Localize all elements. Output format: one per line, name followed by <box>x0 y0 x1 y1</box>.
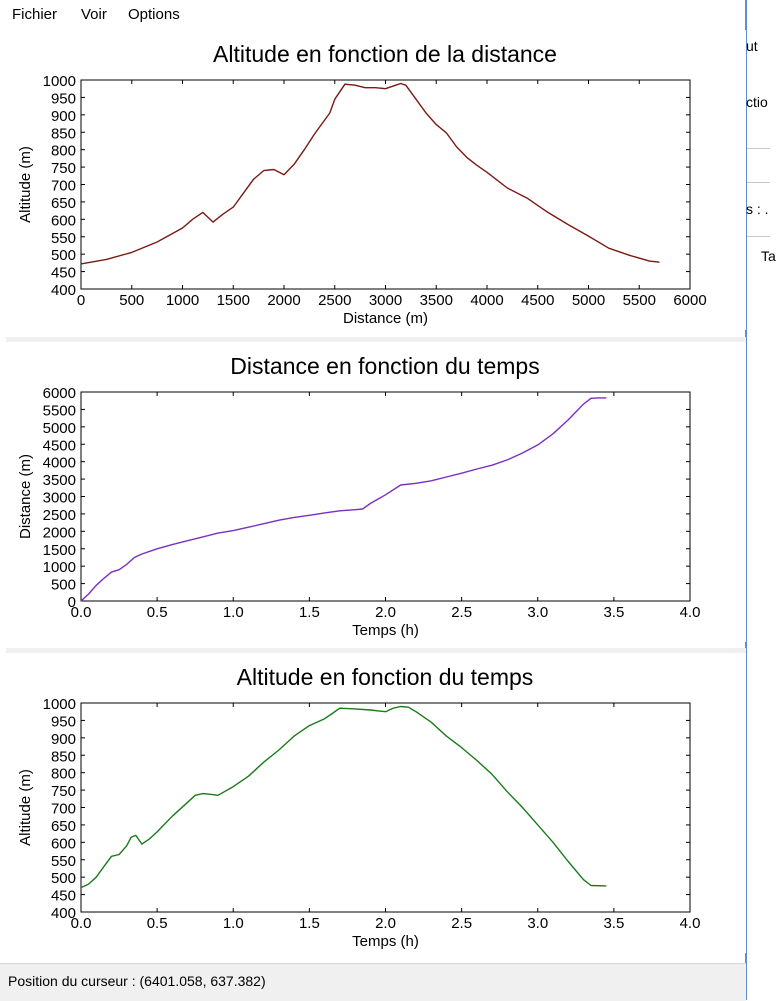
y-tick-label: 1000 <box>42 559 76 577</box>
x-tick-label: 2.5 <box>451 604 473 621</box>
y-tick-label: 500 <box>50 576 76 594</box>
background-window <box>746 0 776 1000</box>
x-tick-label: 3.5 <box>603 604 625 621</box>
y-tick-label: 900 <box>50 730 76 748</box>
y-axis-label: Distance (m) <box>17 453 34 540</box>
x-tick-label: 500 <box>119 292 145 309</box>
y-tick-label: 850 <box>50 125 76 143</box>
y-tick-label: 700 <box>50 177 76 195</box>
y-tick-label: 450 <box>50 887 76 905</box>
y-tick-label: 500 <box>50 247 76 265</box>
y-tick-label: 800 <box>50 765 76 783</box>
y-tick-label: 2000 <box>42 524 76 542</box>
x-axis-label: Distance (m) <box>342 310 429 327</box>
y-tick-label: 650 <box>50 194 76 212</box>
x-tick-label: 2.0 <box>375 915 396 932</box>
chart-distance-time[interactable] <box>6 342 746 642</box>
x-tick-label: 2.0 <box>375 604 396 621</box>
x-tick-label: 1.0 <box>222 604 244 621</box>
menu-options[interactable]: Options <box>128 6 180 23</box>
y-axis-label: Altitude (m) <box>17 146 34 223</box>
menu-fichier[interactable]: Fichier <box>12 6 58 23</box>
x-tick-label: 2500 <box>318 292 352 309</box>
y-tick-label: 3000 <box>42 489 76 507</box>
x-tick-label: 0.0 <box>70 915 92 932</box>
y-tick-label: 750 <box>50 783 76 801</box>
x-tick-label: 1.0 <box>222 915 244 932</box>
x-tick-label: 5000 <box>571 292 606 309</box>
bg-fragment-3: s : . <box>746 201 769 217</box>
x-tick-label: 3.0 <box>527 915 549 932</box>
bg-divider <box>747 182 770 183</box>
plot-area <box>81 703 690 912</box>
y-tick-label: 5000 <box>42 419 76 437</box>
y-axis-label: Altitude (m) <box>17 769 34 846</box>
chart-title: Altitude en fonction de la distance <box>213 41 557 67</box>
x-tick-label: 1.5 <box>298 915 320 932</box>
y-tick-label: 650 <box>50 817 76 835</box>
chart-altitude-distance[interactable] <box>6 30 746 330</box>
y-tick-label: 1000 <box>42 696 76 713</box>
y-tick-label: 4000 <box>42 454 76 472</box>
y-tick-label: 3500 <box>42 472 76 490</box>
y-tick-label: 1000 <box>42 73 76 90</box>
status-bar <box>0 963 746 1001</box>
x-tick-label: 6000 <box>673 292 707 309</box>
x-tick-label: 0.5 <box>146 604 168 621</box>
y-tick-label: 950 <box>50 90 76 108</box>
x-tick-label: 2000 <box>267 292 301 309</box>
y-tick-label: 5500 <box>42 402 76 420</box>
y-tick-label: 500 <box>50 870 76 888</box>
chart-panel-altitude-temps <box>6 653 746 953</box>
x-tick-label: 0.5 <box>146 915 168 932</box>
y-tick-label: 550 <box>50 229 76 247</box>
x-tick-label: 3500 <box>419 292 453 309</box>
y-tick-label: 1500 <box>42 541 76 559</box>
y-tick-label: 600 <box>50 835 76 853</box>
x-tick-label: 1.5 <box>298 604 320 621</box>
y-tick-label: 450 <box>50 264 76 282</box>
x-tick-label: 4.0 <box>679 915 701 932</box>
chart-panel-altitude-distance <box>6 30 746 330</box>
y-tick-label: 6000 <box>42 385 76 402</box>
bg-divider <box>747 148 770 149</box>
plot-area <box>81 392 690 601</box>
y-tick-label: 800 <box>50 142 76 160</box>
chart-altitude-time[interactable] <box>6 653 746 953</box>
y-tick-label: 550 <box>50 852 76 870</box>
y-tick-label: 400 <box>50 282 76 299</box>
cursor-position-text: Position du curseur : (6401.058, 637.382) <box>8 973 266 989</box>
y-tick-label: 600 <box>50 212 76 230</box>
bg-fragment-1: ut <box>746 38 758 54</box>
x-tick-label: 1000 <box>165 292 200 309</box>
chart-panel-distance-temps <box>6 342 746 642</box>
y-tick-label: 4500 <box>42 437 76 455</box>
x-tick-label: 0 <box>76 292 86 309</box>
y-tick-label: 950 <box>50 713 76 731</box>
bg-fragment-2: ctio <box>746 94 768 110</box>
menu-bar <box>0 0 746 30</box>
x-tick-label: 4500 <box>521 292 555 309</box>
bg-fragment-4: Ta <box>761 248 776 264</box>
y-tick-label: 400 <box>50 905 76 922</box>
y-tick-label: 700 <box>50 800 76 818</box>
y-tick-label: 2500 <box>42 506 76 524</box>
x-tick-label: 3.0 <box>527 604 549 621</box>
x-axis-label: Temps (h) <box>352 622 419 639</box>
x-tick-label: 3.5 <box>603 915 625 932</box>
x-tick-label: 4000 <box>470 292 504 309</box>
chart-title: Distance en fonction du temps <box>230 353 540 379</box>
plot-area <box>81 80 690 289</box>
x-tick-label: 1500 <box>216 292 250 309</box>
bg-divider <box>747 236 770 237</box>
x-tick-label: 4.0 <box>679 604 701 621</box>
y-tick-label: 850 <box>50 748 76 766</box>
x-tick-label: 0.0 <box>70 604 92 621</box>
y-tick-label: 0 <box>67 594 76 611</box>
x-tick-label: 3000 <box>368 292 403 309</box>
menu-voir[interactable]: Voir <box>81 6 107 23</box>
y-tick-label: 900 <box>50 107 76 125</box>
x-axis-label: Temps (h) <box>352 933 419 950</box>
x-tick-label: 2.5 <box>451 915 473 932</box>
x-tick-label: 5500 <box>622 292 656 309</box>
y-tick-label: 750 <box>50 160 76 178</box>
chart-title: Altitude en fonction du temps <box>236 664 534 690</box>
